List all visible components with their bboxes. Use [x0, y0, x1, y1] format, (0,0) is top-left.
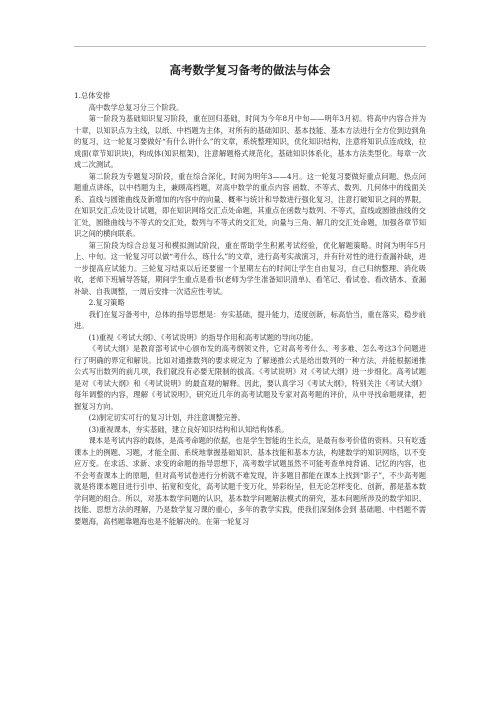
section-heading-overall-plan: 1.总体安排	[74, 91, 111, 100]
paragraph: (3)重视课本，夯实基础，建立良好知识结构和认知结构体系。	[88, 424, 289, 434]
header-rule	[74, 46, 426, 47]
document-body	[74, 90, 426, 527]
paragraph: (2)制定切实可行的复习计划，并注意调整完善。	[88, 413, 245, 422]
section-heading-review-strategy: 2.复习策略	[88, 298, 125, 307]
paragraph: (1)重视《考试大纲》、《考试说明》的指导作用和高考试题的导向功能。	[88, 332, 318, 342]
paragraph: 第三阶段为综合总复习和模拟测试阶段，重在帮助学生积累考试经验，优化解题策略。时间为明年5月上、中旬。这一轮复习可以做“考什么，练什么”的文章，进行高考实战演习，并有针对性的进行查漏补缺，进一步提高应试能力。三轮复习结束以后还要留一个星期左右的时间让学生自由复习，自己归纳整理、消化吸收，老师下班辅导答疑，期间学生重点是看书(老师为学生准备知识清单)、看笔记、看试卷、看改错本、查漏补缺、自我调整，一周后安排一次适应性考试。	[74, 240, 426, 296]
paragraph: 《考试大纲》是教育部考试中心颁布发的高考纲领文件，它对高考考什么、考多难、怎么考这3个问题进行了明确的界定和解说。比如对通推数列的要求规定为 了解递推公式是给出数列的一种方法，并能根据递推公式写出数列的前几项，我们就没有必要无限制的拔高。《考试说明》对《考试大纲》进一步细化。高考试题是对《考试大纲》和《考试说明》的最直观的解释。因此，要认真学习《考试大纲》，特别关注《考试大纲》每年调整的内容，理解《考试说明》，研究近几年的高考试题及专家对高考题的评价，从中寻找命题规律，把握复习方向。	[74, 344, 426, 411]
paragraph: 高中数学总复习分三个阶段。	[88, 102, 184, 112]
paragraph: 课本是考试内容的载体，是高考命题的依据，也是学生智能的生长点，是最有参考价值的资料。只有吃透课本上的例题、习题，才能全面、系统地掌握基础知识、基本技能和基本方法，构建数学的知识网络，以不变应万变。在求活、求新、求变的命题的指导思想下，高考数学试题虽然不可能考查单纯背诵、记忆的内容，也不会考查课本上的原题，但对高考试卷进行分析就不难发现，许多题目都能在课本上找到“影子”，不少高考题就是将课本题目进行引申、拓宽和变化，高考试题千变万化，异彩纷呈，但无论怎样变化、创新，都是基本数学问题的组合。所以，对基本数学问题的认识，基本数学问题解法模式的研究，基本问题所涉及的数学知识、技能、思想方法的理解，乃是数学复习课的重心，多年的教学实践，使我们深刻体会到 基础题、中档题不需要题海，高档题靠题海也是不能解决的。在第一轮复习	[74, 436, 426, 526]
document-title: 高考数学复习备考的做法与体会	[169, 63, 331, 77]
paragraph: 我们在复习备考中，总体的指导思想是：夯实基础，提升能力，适度创新，标高恰当，重在落实，稳步前进。	[74, 309, 426, 330]
paragraph: 第二阶段为专题复习阶段，重在综合深化，时间为明年3——4月。这一轮复习要做好重点问题、热点问题重点讲练，以中档题为主，兼顾高档题，对高中数学的重点内容 函数、不等式、数列、几何体中的线面关系、直线与圆锥曲线及新增加的内容中的向量、概率与统计和导数进行强化复习，注意打破知识之间的界限，在知识交汇点处设计试题，即在知识网络交汇点处命题，其重点在函数与数列、不等式，直线或圆锥曲线的交汇处，圆锥曲线与不等式的交汇处，数列与不等式的交汇处，向量与三角、解几的交汇处命题，加强各章节知识之间的横向联系。	[74, 171, 426, 238]
paragraph: 第一阶段为基础知识复习阶段，重在回归基础，时间为今年8月中旬——明年3月初。将高中内容合并为十章，以知识点为主线，以纸、中档题为主体，对所有的基础知识、基本技能、基本方法进行全方位到边到角的复习，这一轮复习要做好“有什么讲什么”的文章，系统整理知识，优化知识结构，注意将知识点连成线，拉成面(章节知识块)，构成体(知识框架)，注意解题格式规范化，基础知识体系化，基本方法类型化。每章一次成二次测试。	[74, 114, 426, 169]
